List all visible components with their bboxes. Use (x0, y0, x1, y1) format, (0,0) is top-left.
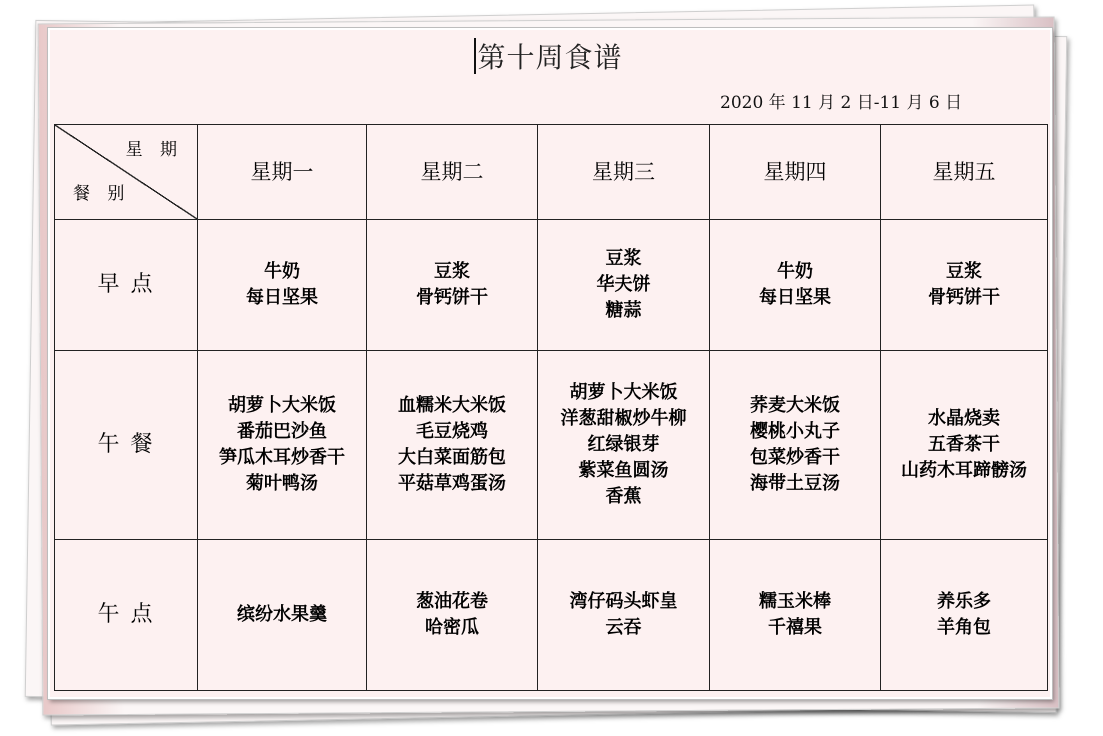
dish: 羊角包 (937, 617, 991, 638)
day-header: 星期二 (367, 125, 538, 220)
dish: 山药木耳蹄髈汤 (901, 460, 1027, 481)
dish: 笋瓜木耳炒香干 (219, 447, 345, 468)
day-header: 星期一 (198, 125, 367, 220)
menu-cell (367, 540, 538, 691)
dish: 菊叶鸭汤 (246, 473, 318, 494)
dish: 五香茶干 (928, 434, 1000, 455)
dish: 包菜炒香干 (750, 447, 840, 468)
dish: 骨钙饼干 (416, 287, 488, 308)
menu-cell (538, 540, 710, 691)
dish: 每日坚果 (246, 287, 318, 308)
menu-cell (881, 540, 1048, 691)
meal-row-breakfast (55, 220, 1048, 351)
diagonal-header (55, 125, 197, 219)
menu-cell (538, 351, 710, 540)
dish: 血糯米大米饭 (398, 395, 506, 416)
dish: 大白菜面筋包 (398, 447, 506, 468)
dish: 洋葱甜椒炒牛柳 (560, 408, 687, 429)
date-range: 2020 年 11 月 2 日-11 月 6 日 (720, 93, 963, 113)
text-cursor (474, 38, 476, 74)
menu-cell (367, 220, 538, 351)
meal-label: 早 点 (55, 220, 198, 351)
menu-cell (198, 540, 367, 691)
menu-cell (198, 351, 367, 540)
dish: 平菇草鸡蛋汤 (398, 473, 506, 494)
dish: 糯玉米棒 (759, 591, 831, 612)
menu-cell (367, 351, 538, 540)
menu-cell (198, 220, 367, 351)
menu-cell (710, 351, 881, 540)
dish: 哈密瓜 (425, 617, 479, 638)
dish: 牛奶 (777, 261, 813, 282)
menu-table (54, 124, 1048, 691)
menu-cell (881, 351, 1048, 540)
page-title: 第十周食谱 (477, 41, 623, 74)
corner-cell (55, 125, 198, 220)
dish: 糖蒜 (605, 300, 642, 321)
menu-cell (710, 220, 881, 351)
dish: 葱油花卷 (416, 591, 488, 612)
header-row (55, 125, 1048, 220)
dish: 每日坚果 (759, 287, 831, 308)
dish: 云吞 (605, 617, 642, 638)
dish: 豆浆 (946, 261, 982, 282)
dish: 胡萝卜大米饭 (569, 382, 678, 403)
dish: 荞麦大米饭 (750, 395, 840, 416)
dish: 华夫饼 (596, 274, 651, 295)
menu-cell (538, 220, 710, 351)
corner-day-label: 星 期 (125, 140, 183, 160)
day-header: 星期三 (538, 125, 710, 220)
dish: 水晶烧卖 (928, 408, 1000, 429)
meal-row-snack (55, 540, 1048, 691)
dish: 湾仔码头虾皇 (569, 591, 678, 612)
dish: 红绿银芽 (587, 434, 660, 455)
dish: 毛豆烧鸡 (416, 421, 488, 442)
dish: 海带土豆汤 (750, 473, 840, 494)
meal-label: 午 餐 (55, 351, 198, 540)
dish: 香蕉 (605, 486, 642, 507)
dish: 豆浆 (605, 248, 642, 269)
dish: 骨钙饼干 (928, 287, 1000, 308)
menu-cell (710, 540, 881, 691)
dish: 豆浆 (434, 261, 470, 282)
dish: 胡萝卜大米饭 (228, 395, 336, 416)
meal-row-lunch (55, 351, 1048, 540)
dish: 牛奶 (264, 261, 300, 282)
day-header: 星期四 (710, 125, 881, 220)
corner-meal-label: 餐 别 (73, 184, 131, 204)
dish: 养乐多 (937, 591, 991, 612)
menu-cell (881, 220, 1048, 351)
dish: 紫菜鱼圆汤 (578, 460, 669, 481)
meal-label: 午 点 (55, 540, 198, 691)
dish: 千禧果 (768, 617, 822, 638)
dish: 缤纷水果羹 (237, 604, 327, 625)
menu-document (48, 28, 1052, 699)
dish: 樱桃小丸子 (750, 421, 840, 442)
day-header: 星期五 (881, 125, 1048, 220)
dish: 番茄巴沙鱼 (237, 421, 327, 442)
